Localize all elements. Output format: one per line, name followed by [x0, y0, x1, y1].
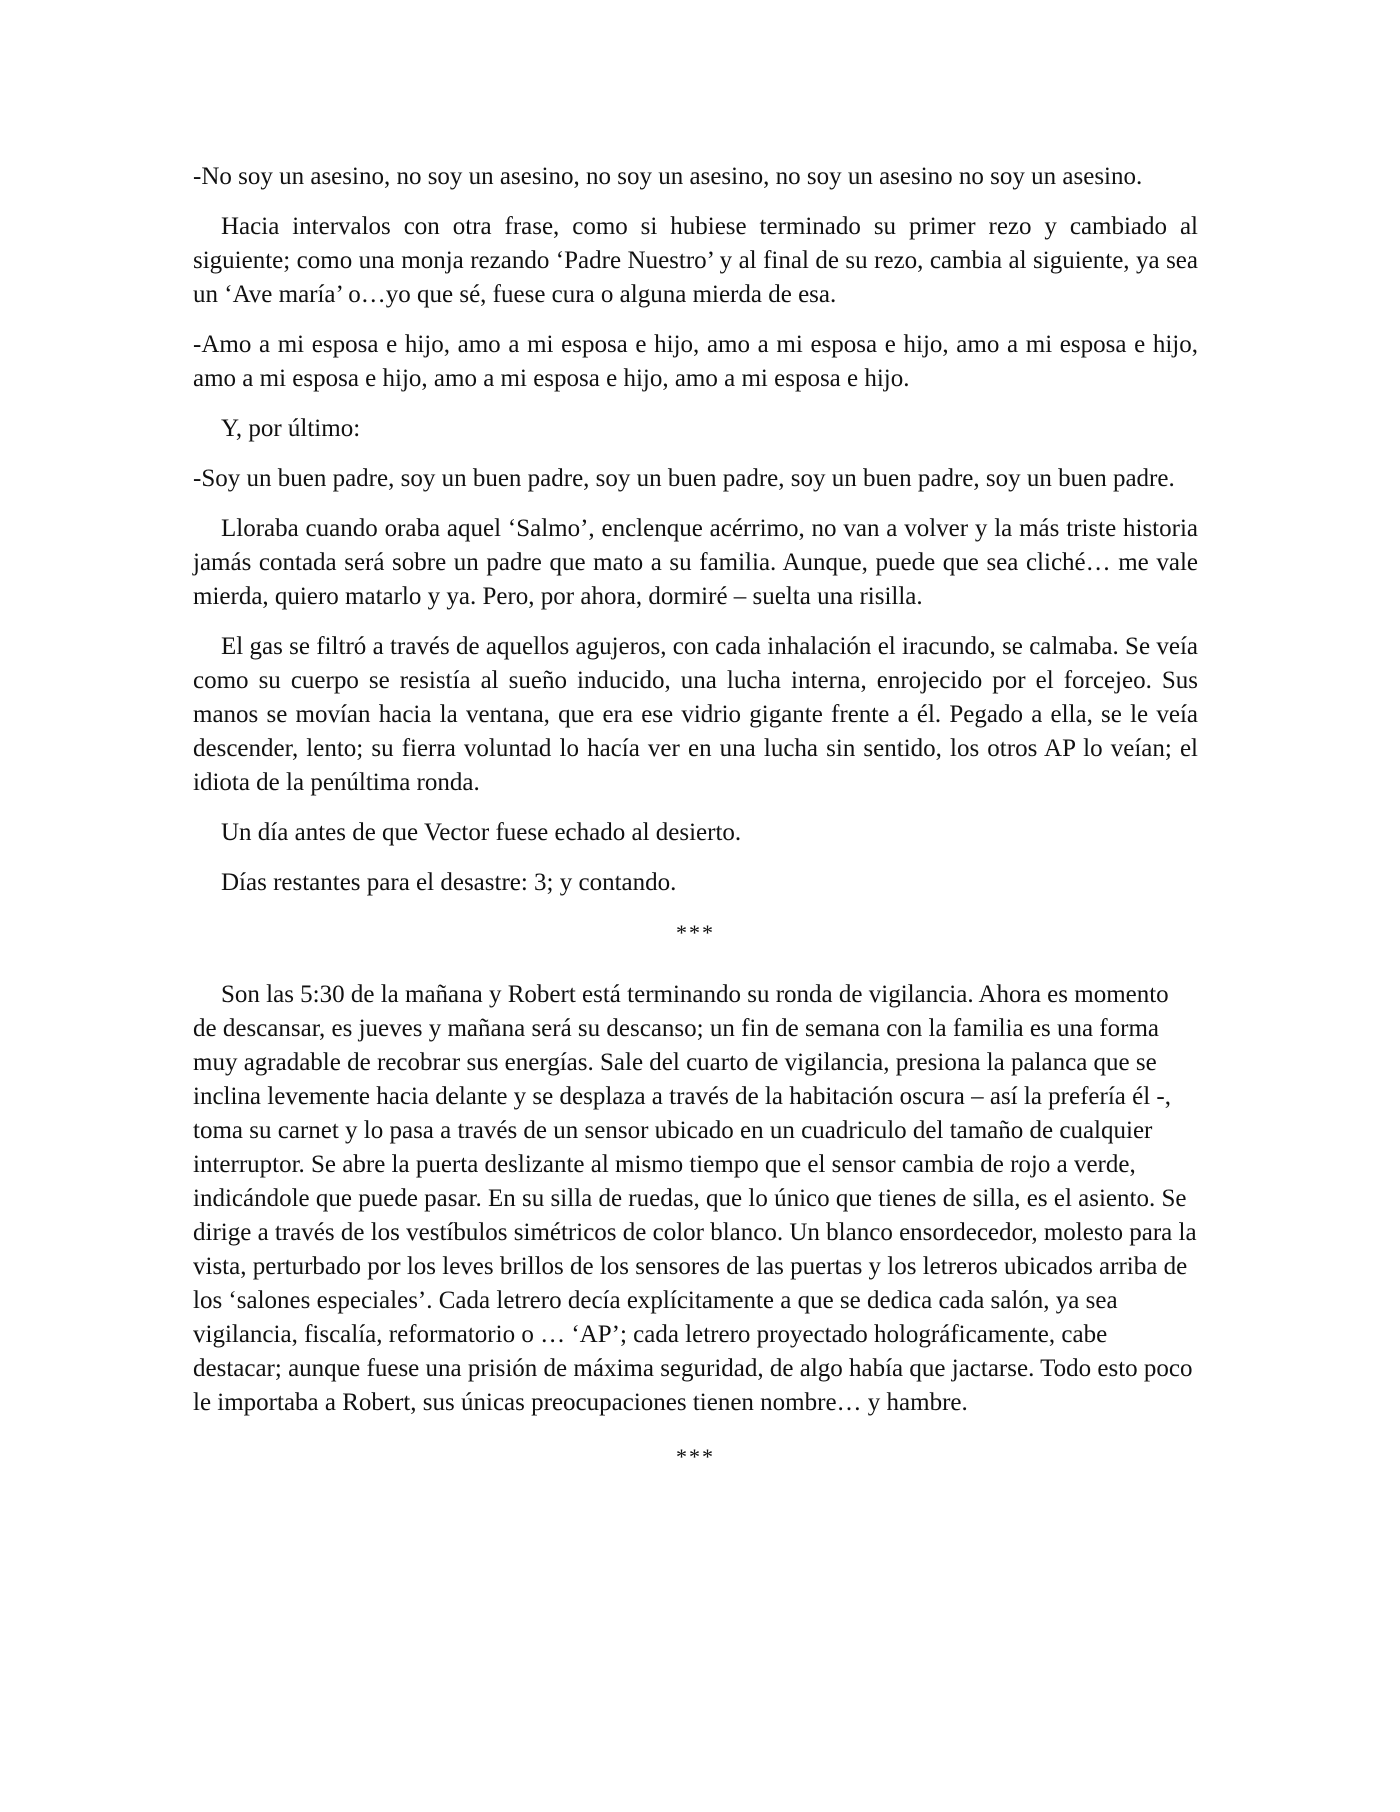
document-page	[193, 160, 1198, 1490]
paragraph-dias-restantes: Días restantes para el desastre: 3; y contando.	[221, 869, 677, 896]
section-separator: ***	[676, 920, 715, 945]
paragraph-un-dia-antes: Un día antes de que Vector fuese echado al desierto.	[221, 819, 742, 846]
paragraph-refrain-asesino: -No soy un asesino, no soy un asesino, no soy un asesino, no soy un asesino no soy un asesino.	[193, 163, 1143, 190]
section-separator: ***	[676, 1444, 715, 1469]
paragraph-robert: Son las 5:30 de la mañana y Robert está terminando su ronda de vigilancia. Ahora es momento de descansar, es jueves y mañana será su descanso; un fin de semana con la familia es una forma muy agradable de recobrar sus energías. Sale del cuarto de vigilancia, presiona la palanca que se inclina levemente hacia delante y se desplaza a través de la habitación oscura – así la prefería él -, toma su carnet y lo pasa a través de un sensor ubicado en un cuadriculo del tamaño de cualquier interruptor. Se abre la puerta deslizante al mismo tiempo que el sensor cambia de rojo a verde, indicándole que puede pasar. En su silla de ruedas, que lo único que tienes de silla, es el asiento. Se dirige a través de los vestíbulos simétricos de color blanco. Un blanco ensordecedor, molesto para la vista, perturbado por los leves brillos de los sensores de las puertas y los letreros ubicados arriba de los ‘salones especiales’. Cada letrero decía explícitamente a que se dedica cada salón, ya sea vigilancia, fiscalía, reformatorio o … ‘AP’; cada letrero proyectado holográficamente, cabe destacar; aunque fuese una prisión de máxima seguridad, de algo había que jactarse. Todo esto poco le importaba a Robert, sus únicas preocupaciones tienen nombre… y hambre.	[193, 981, 1197, 1416]
paragraph-por-ultimo: Y, por último:	[221, 415, 361, 442]
paragraph-gas: El gas se filtró a través de aquellos agujeros, con cada inhalación el iracundo, se calmaba. Se veía como su cuerpo se resistía al sueño inducido, una lucha interna, enrojecido por el forcejeo. Sus manos se movían hacia la ventana, que era ese vidrio gigante frente a él. Pegado a ella, se le veía descender, lento; su fierra voluntad lo hacía ver en una lucha sin sentido, los otros AP lo veían; el idiota de la penúltima ronda.	[193, 633, 1198, 796]
paragraph-refrain-esposa: -Amo a mi esposa e hijo, amo a mi esposa e hijo, amo a mi esposa e hijo, amo a mi esposa e hijo, amo a mi esposa e hijo, amo a mi esposa e hijo, amo a mi esposa e hijo.	[193, 331, 1198, 392]
paragraph-lloraba: Lloraba cuando oraba aquel ‘Salmo’, enclenque acérrimo, no van a volver y la más triste historia jamás contada será sobre un padre que mato a su familia. Aunque, puede que sea cliché… me vale mierda, quiero matarlo y ya. Pero, por ahora, dormiré – suelta una risilla.	[193, 515, 1198, 610]
paragraph-intervalos: Hacia intervalos con otra frase, como si hubiese terminado su primer rezo y cambiado al siguiente; como una monja rezando ‘Padre Nuestro’ y al final de su rezo, cambia al siguiente, ya sea un ‘Ave maría’ o…yo que sé, fuese cura o alguna mierda de esa.	[193, 213, 1198, 308]
paragraph-refrain-padre: -Soy un buen padre, soy un buen padre, soy un buen padre, soy un buen padre, soy un buen padre.	[193, 465, 1175, 492]
